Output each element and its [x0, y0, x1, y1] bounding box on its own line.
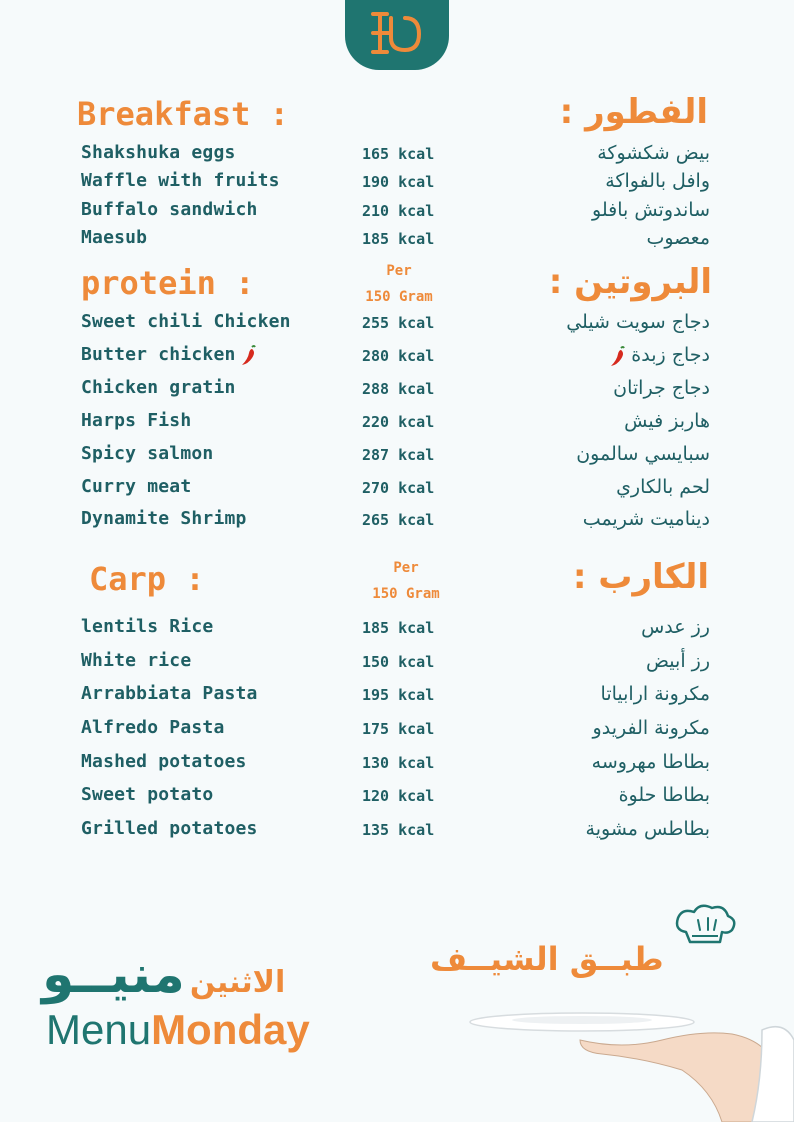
item-name-ar — [616, 476, 710, 498]
item-name-ar-text: دجاج زبدة — [631, 344, 710, 366]
item-name-en — [81, 818, 258, 839]
item-kcal: 185 kcal — [362, 230, 435, 248]
menu-item-row — [0, 227, 794, 257]
chef-dish-title: طبــق الشيــف — [430, 940, 664, 978]
brand-ar-menu: منيــو — [42, 945, 185, 1005]
menu-item-row — [0, 751, 794, 781]
logo-icon — [367, 8, 427, 58]
item-name-en-text: Arrabbiata Pasta — [81, 683, 258, 704]
item-name-ar-text: وافل بالفواكة — [605, 170, 710, 192]
item-name-ar-text: لحم بالكاري — [616, 476, 710, 498]
item-kcal: 120 kcal — [362, 787, 435, 805]
item-name-ar — [566, 311, 710, 333]
item-name-en — [81, 311, 291, 332]
per-line-2: 150 Gram — [372, 586, 440, 602]
item-name-ar — [592, 751, 710, 773]
item-name-ar-text: بطاطا حلوة — [618, 784, 710, 806]
item-name-ar — [646, 227, 710, 249]
per-line-1: Per — [386, 263, 412, 279]
menu-item-row — [0, 683, 794, 713]
item-name-en-text: Buffalo sandwich — [81, 199, 258, 220]
item-name-en-text: Mashed potatoes — [81, 751, 247, 772]
item-name-en — [81, 751, 247, 772]
item-kcal: 135 kcal — [362, 821, 435, 839]
item-name-ar — [601, 683, 710, 705]
plate-icon — [462, 1000, 794, 1122]
item-name-ar-text: دجاج سويت شيلي — [566, 311, 710, 333]
menu-item-row — [0, 476, 794, 506]
item-name-en — [81, 616, 213, 637]
item-name-en — [81, 170, 280, 191]
item-kcal: 165 kcal — [362, 145, 435, 163]
item-name-en — [81, 227, 147, 248]
item-name-en — [81, 784, 213, 805]
section-title-en: Carp : — [89, 560, 205, 598]
item-name-en-text: Harps Fish — [81, 410, 192, 431]
item-kcal: 280 kcal — [362, 347, 435, 365]
item-name-en-text: lentils Rice — [81, 616, 214, 637]
item-name-en — [81, 344, 262, 366]
item-kcal: 265 kcal — [362, 511, 435, 529]
item-kcal: 270 kcal — [362, 479, 435, 497]
item-name-ar — [576, 443, 710, 465]
item-name-en — [81, 476, 191, 497]
item-name-en — [81, 717, 224, 738]
menu-item-row — [0, 443, 794, 473]
item-name-en-text: Butter chicken — [81, 344, 236, 365]
brand-english — [46, 1006, 310, 1054]
item-name-ar-text: دجاج جراتان — [613, 377, 710, 399]
item-name-en — [81, 199, 258, 220]
item-kcal: 287 kcal — [362, 446, 435, 464]
item-name-en-text: Dynamite Shrimp — [81, 508, 247, 529]
section-title-en: protein : — [81, 264, 255, 302]
item-name-ar-text: معصوب — [646, 227, 710, 249]
item-name-ar-text: بطاطا مهروسه — [591, 751, 710, 773]
item-name-en — [81, 377, 236, 398]
item-name-ar — [641, 616, 710, 638]
item-name-ar-text: بيض شكشوكة — [597, 142, 710, 164]
menu-item-row — [0, 142, 794, 172]
chef-hat-icon — [672, 902, 740, 950]
menu-item-row — [0, 170, 794, 200]
item-name-ar-text: مكرونة ارابياتا — [600, 683, 710, 705]
logo — [345, 0, 449, 70]
brand-ar-day: الاثنين — [189, 965, 286, 1000]
chili-icon — [240, 344, 258, 366]
item-kcal: 185 kcal — [362, 619, 435, 637]
item-name-ar — [593, 717, 710, 739]
menu-item-row — [0, 784, 794, 814]
item-kcal: 130 kcal — [362, 754, 435, 772]
item-name-ar-text: رز عدس — [641, 616, 710, 638]
per-line-1: Per — [393, 560, 419, 576]
brand-arabic — [42, 945, 285, 1005]
item-name-en-text: Curry meat — [81, 476, 192, 497]
item-name-ar — [592, 199, 710, 221]
item-name-ar — [597, 142, 710, 164]
item-name-ar-text: ساندوتش بافلو — [592, 199, 710, 221]
item-name-en — [81, 683, 258, 704]
menu-item-row — [0, 717, 794, 747]
item-name-en-text: Maesub — [81, 227, 148, 248]
item-name-ar-text: رز أبيض — [646, 650, 710, 672]
item-name-en-text: Shakshuka eggs — [81, 142, 236, 163]
item-name-ar-text: هاربز فيش — [624, 410, 710, 432]
menu-item-row — [0, 311, 794, 341]
per-label — [351, 555, 461, 607]
brand-en-menu: Menu — [46, 1006, 152, 1053]
item-kcal: 288 kcal — [362, 380, 435, 398]
item-name-en-text: Spicy salmon — [81, 443, 214, 464]
item-name-en-text: Sweet chili Chicken — [81, 311, 291, 332]
item-name-en — [81, 142, 236, 163]
item-kcal: 190 kcal — [362, 173, 435, 191]
per-label — [344, 258, 454, 310]
section-title-en: Breakfast : — [77, 95, 289, 133]
item-name-en-text: White rice — [81, 650, 192, 671]
item-name-ar-text: مكرونة الفريدو — [592, 717, 710, 739]
item-name-en — [81, 508, 247, 529]
section-title-ar: الفطور : — [559, 92, 708, 132]
item-name-ar — [646, 650, 710, 672]
chili-icon — [609, 345, 627, 367]
menu-item-row — [0, 410, 794, 440]
section-title-ar: الكارب : — [572, 557, 709, 597]
item-name-en-text: Waffle with fruits — [81, 170, 280, 191]
item-name-ar — [624, 410, 710, 432]
menu-item-row — [0, 344, 794, 374]
item-name-ar-text: ديناميت شريمب — [582, 508, 710, 530]
item-name-ar-text: بطاطس مشوية — [585, 818, 710, 840]
item-name-en-text: Alfredo Pasta — [81, 717, 225, 738]
item-name-en-text: Chicken gratin — [81, 377, 236, 398]
item-name-ar — [583, 508, 710, 530]
item-kcal: 210 kcal — [362, 202, 435, 220]
item-kcal: 175 kcal — [362, 720, 435, 738]
item-name-en — [81, 650, 191, 671]
item-name-ar — [613, 377, 710, 399]
menu-item-row — [0, 650, 794, 680]
menu-item-row — [0, 616, 794, 646]
item-name-ar — [605, 344, 710, 367]
menu-item-row — [0, 818, 794, 848]
brand-en-monday: Monday — [151, 1006, 310, 1053]
item-kcal: 195 kcal — [362, 686, 435, 704]
item-name-ar — [586, 818, 710, 840]
item-name-en — [81, 410, 191, 431]
menu-item-row — [0, 508, 794, 538]
menu-item-row — [0, 377, 794, 407]
section-title-ar: البروتين : — [548, 262, 712, 302]
item-kcal: 150 kcal — [362, 653, 435, 671]
menu-item-row — [0, 199, 794, 229]
item-name-en-text: Grilled potatoes — [81, 818, 258, 839]
item-name-ar-text: سبايسي سالمون — [576, 443, 710, 465]
per-line-2: 150 Gram — [365, 289, 433, 305]
item-kcal: 255 kcal — [362, 314, 435, 332]
item-kcal: 220 kcal — [362, 413, 435, 431]
item-name-en — [81, 443, 213, 464]
item-name-en-text: Sweet potato — [81, 784, 214, 805]
item-name-ar — [619, 784, 710, 806]
item-name-ar — [605, 170, 710, 192]
